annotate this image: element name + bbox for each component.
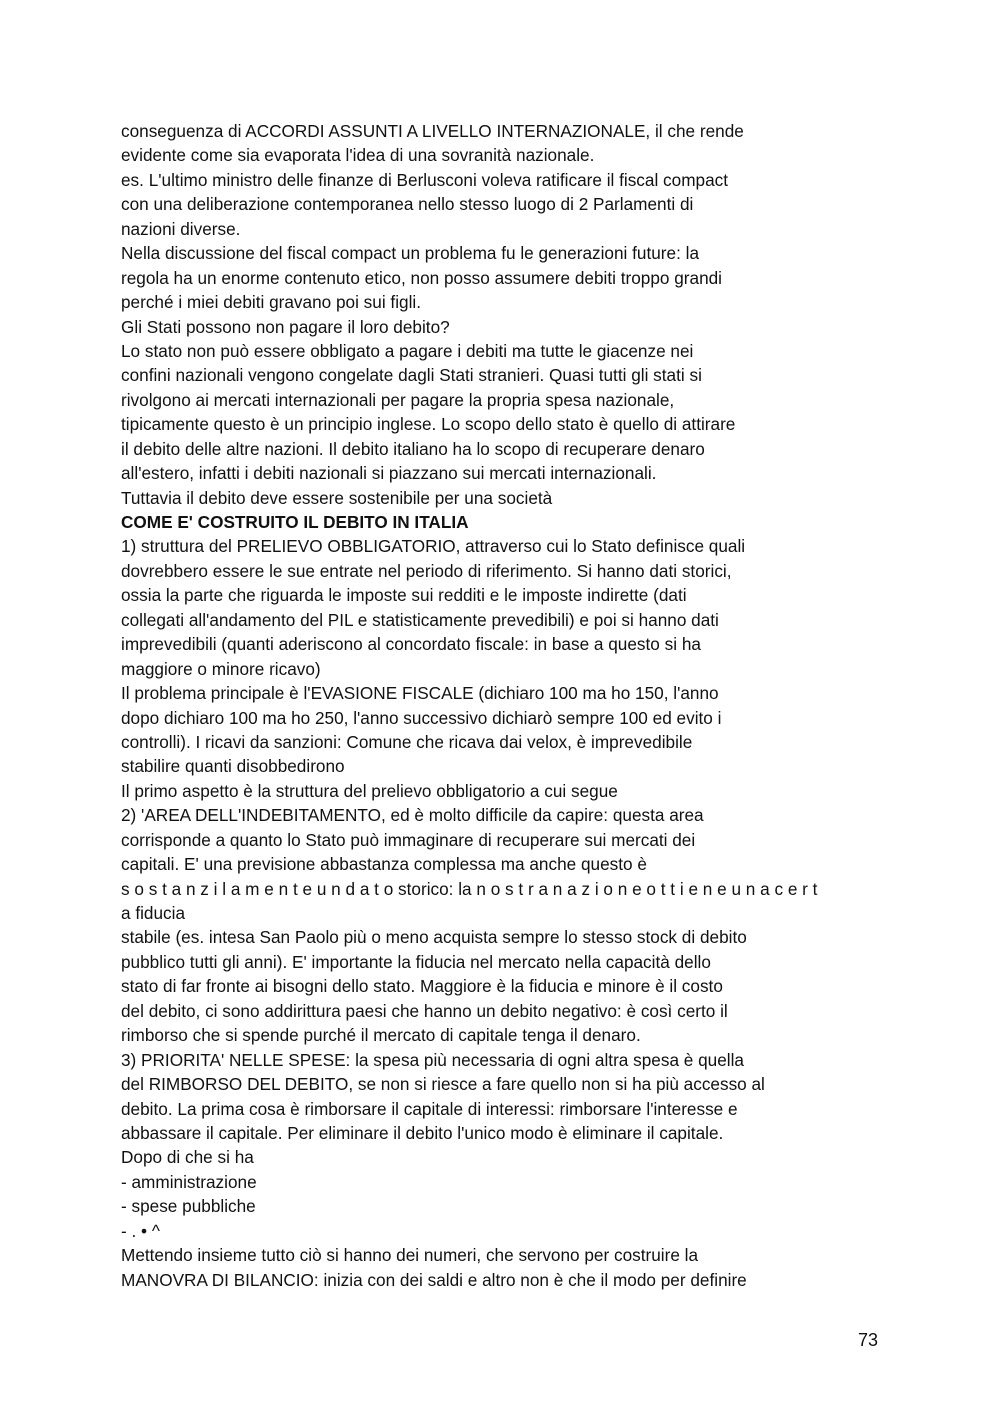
- text-line: Tuttavia il debito deve essere sostenibile per una società: [121, 487, 553, 508]
- section-heading: COME E' COSTRUITO IL DEBITO IN ITALIA: [121, 512, 469, 532]
- text-line: corrisponde a quanto lo Stato può immaginare di recuperare sui mercati dei: [121, 829, 696, 850]
- text-line: capitali. E' una previsione abbastanza complessa ma anche questo è: [121, 854, 647, 875]
- text-line: - . • ^: [121, 1220, 160, 1241]
- text-line: debito. La prima cosa è rimborsare il capitale di interessi: rimborsare l'interesse e: [121, 1098, 738, 1119]
- text-line: Dopo di che si ha: [121, 1147, 254, 1168]
- text-line: Il problema principale è l'EVASIONE FISCALE (dichiaro 100 ma ho 150, l'anno: [121, 683, 719, 704]
- text-line: a fiducia: [121, 903, 186, 923]
- text-line: confini nazionali vengono congelate dagli Stati stranieri. Quasi tutti gli stati si: [121, 365, 702, 386]
- text-line: stato di far fronte ai bisogni dello stato. Maggiore è la fiducia e minore è il costo: [121, 976, 723, 997]
- text-line: del RIMBORSO DEL DEBITO, se non si riesce a fare quello non si ha più accesso al: [121, 1074, 765, 1095]
- text-line: Nella discussione del fiscal compact un problema fu le generazioni future: la: [121, 243, 700, 264]
- text-line: controlli). I ricavi da sanzioni: Comune che ricava dai velox, è imprevedibile: [121, 731, 693, 752]
- page-number: 73: [857, 1330, 878, 1350]
- text-line: con una deliberazione contemporanea nello stesso luogo di 2 Parlamenti di: [121, 194, 694, 215]
- text-line: stabilire quanti disobbedirono: [121, 756, 345, 777]
- text-line: imprevedibili (quanti aderiscono al concordato fiscale: in base a questo si ha: [121, 634, 701, 655]
- text-line: Il primo aspetto è la struttura del prelievo obbligatorio a cui segue: [121, 780, 618, 801]
- text-line: Lo stato non può essere obbligato a pagare i debiti ma tutte le giacenze nei: [121, 340, 694, 361]
- text-line: es. L'ultimo ministro delle finanze di Berlusconi voleva ratificare il fiscal compact: [121, 169, 729, 190]
- text-line: pubblico tutti gli anni). E' importante la fiducia nel mercato nella capacità dello: [121, 951, 711, 972]
- text-line: ossia la parte che riguarda le imposte sui redditi e le imposte indirette (dati: [121, 585, 687, 606]
- text-line: 1) struttura del PRELIEVO OBBLIGATORIO, attraverso cui lo Stato definisce quali: [121, 536, 746, 557]
- text-line: nazioni diverse.: [121, 218, 241, 239]
- text-line: maggiore o minore ricavo): [121, 658, 321, 679]
- text-line: evidente come sia evaporata l'idea di una sovranità nazionale.: [121, 145, 595, 166]
- text-line: MANOVRA DI BILANCIO: inizia con dei saldi e altro non è che il modo per definire: [121, 1269, 747, 1290]
- text-line: - spese pubbliche: [121, 1196, 256, 1217]
- text-line: Gli Stati possono non pagare il loro debito?: [121, 316, 450, 337]
- text-line: all'estero, infatti i debiti nazionali si piazzano sui mercati internazionali.: [121, 463, 657, 484]
- body-text: [121, 119, 881, 1292]
- text-line: collegati all'andamento del PIL e statisticamente prevedibili) e poi si hanno dati: [121, 609, 719, 630]
- text-line: del debito, ci sono addirittura paesi che hanno un debito negativo: è così certo il: [121, 1000, 728, 1021]
- text-line: rimborso che si spende purché il mercato di capitale tenga il denaro.: [121, 1025, 641, 1046]
- text-line: il debito delle altre nazioni. Il debito italiano ha lo scopo di recuperare denaro: [121, 438, 705, 459]
- text-line: stabile (es. intesa San Paolo più o meno acquista sempre lo stesso stock di debito: [121, 927, 747, 948]
- text-line: tipicamente questo è un principio inglese. Lo scopo dello stato è quello di attirare: [121, 414, 736, 435]
- text-line: Mettendo insieme tutto ciò si hanno dei numeri, che servono per costruire la: [121, 1245, 699, 1266]
- text-line: - amministrazione: [121, 1171, 257, 1192]
- text-line: dopo dichiaro 100 ma ho 250, l'anno successivo dichiarò sempre 100 ed evito i: [121, 707, 722, 728]
- text-line: perché i miei debiti gravano poi sui figli.: [121, 292, 421, 313]
- text-line: rivolgono ai mercati internazionali per pagare la propria spesa nazionale,: [121, 389, 675, 410]
- text-line: 3) PRIORITA' NELLE SPESE: la spesa più necessaria di ogni altra spesa è quella: [121, 1049, 744, 1070]
- text-line: regola ha un enorme contenuto etico, non posso assumere debiti troppo grandi: [121, 267, 723, 288]
- text-line: conseguenza di ACCORDI ASSUNTI A LIVELLO INTERNAZIONALE, il che rende: [121, 121, 744, 141]
- text-line: abbassare il capitale. Per eliminare il debito l'unico modo è eliminare il capitale.: [121, 1122, 724, 1143]
- text-line: 2) 'AREA DELL'INDEBITAMENTO, ed è molto difficile da capire: questa area: [121, 805, 704, 826]
- text-line: s o s t a n z i l a m e n t e u n d a t o storico: la n o s t r a n a z i o n e o t t i e n e u n a c e r t: [121, 878, 818, 899]
- text-line: dovrebbero essere le sue entrate nel periodo di riferimento. Si hanno dati storici,: [121, 560, 732, 581]
